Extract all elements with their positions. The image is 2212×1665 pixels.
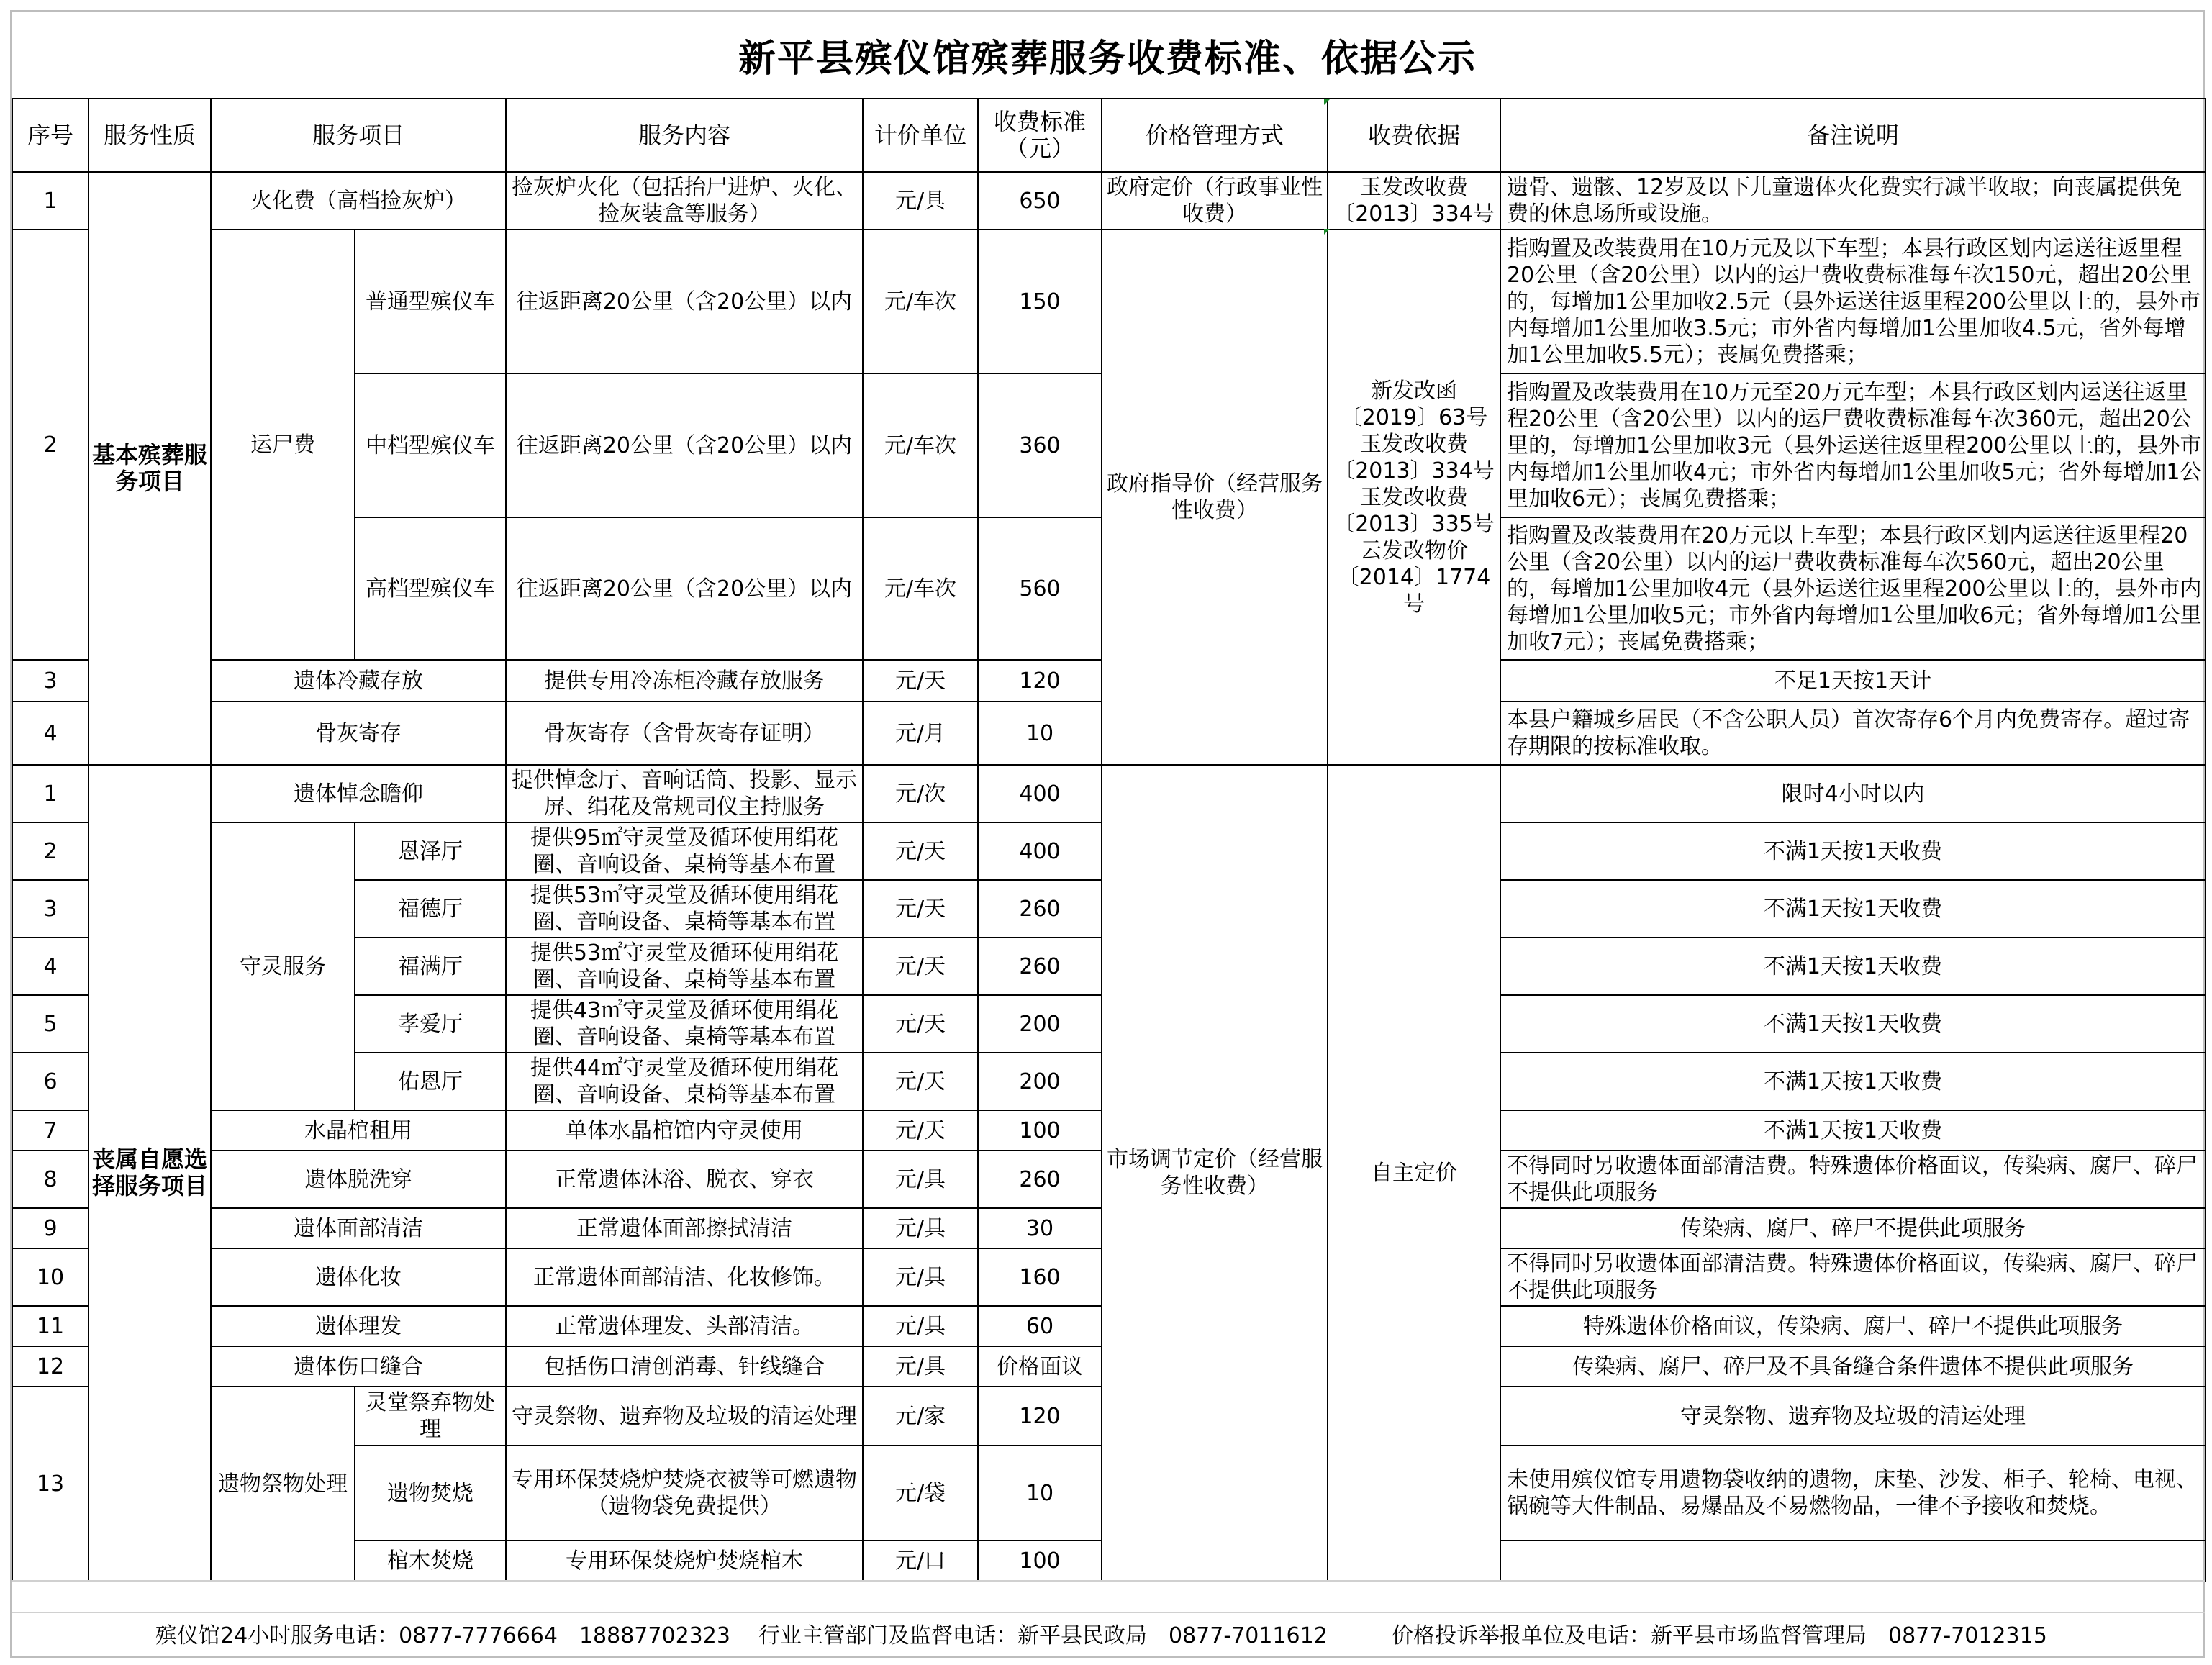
remark: 不满1天按1天收费 — [1500, 1053, 2206, 1110]
remark: 不得同时另收遗体面部清洁费。特殊遗体价格面议，传染病、腐尸、碎尸不提供此项服务 — [1500, 1248, 2206, 1306]
price-unit: 元/天 — [863, 995, 978, 1053]
remark: 传染病、腐尸、碎尸不提供此项服务 — [1500, 1208, 2206, 1248]
price-unit: 元/天 — [863, 1053, 978, 1110]
service-content: 往返距离20公里（含20公里）以内 — [506, 517, 863, 660]
remark — [1500, 1541, 2206, 1581]
service-content: 提供53㎡守灵堂及循环使用绢花圈、音响设备、桌椅等基本布置 — [506, 880, 863, 938]
service-item: 遗体面部清洁 — [211, 1208, 506, 1248]
header-item: 服务项目 — [211, 99, 506, 172]
service-content: 骨灰寄存（含骨灰寄存证明） — [506, 702, 863, 765]
row-no: 8 — [12, 1151, 89, 1208]
price-value: 560 — [978, 517, 1102, 660]
header-basis: 收费依据 — [1328, 99, 1500, 172]
price-value: 60 — [978, 1306, 1102, 1346]
row-no: 11 — [12, 1306, 89, 1346]
service-content: 正常遗体面部清洁、化妆修饰。 — [506, 1248, 863, 1306]
service-content: 提供53㎡守灵堂及循环使用绢花圈、音响设备、桌椅等基本布置 — [506, 938, 863, 995]
row-no: 9 — [12, 1208, 89, 1248]
remark: 不足1天按1天计 — [1500, 660, 2206, 702]
service-content: 正常遗体面部擦拭清洁 — [506, 1208, 863, 1248]
price-value: 400 — [978, 822, 1102, 880]
price-value: 100 — [978, 1541, 1102, 1581]
row-no: 7 — [12, 1110, 89, 1151]
cell-marker-icon — [1324, 229, 1330, 235]
remark: 限时4小时以内 — [1500, 765, 2206, 822]
remark: 本县户籍城乡居民（不含公职人员）首次寄存6个月内免费寄存。超过寄存期限的按标准收取。 — [1500, 702, 2206, 765]
header-unit: 计价单位 — [863, 99, 978, 172]
price-unit: 元/天 — [863, 1110, 978, 1151]
price-value: 200 — [978, 995, 1102, 1053]
service-subitem: 佑恩厅 — [355, 1053, 506, 1110]
service-item: 遗体化妆 — [211, 1248, 506, 1306]
row-no: 4 — [12, 702, 89, 765]
price-mgmt: 市场调节定价（经营服务性收费） — [1102, 765, 1328, 1581]
price-unit: 元/口 — [863, 1541, 978, 1581]
service-nature-optional: 丧属自愿选择服务项目 — [89, 765, 211, 1581]
service-subitem: 棺木焚烧 — [355, 1541, 506, 1581]
price-value: 260 — [978, 1151, 1102, 1208]
price-value: 400 — [978, 765, 1102, 822]
table-row — [12, 230, 2206, 373]
service-item: 遗体理发 — [211, 1306, 506, 1346]
price-value: 150 — [978, 230, 1102, 373]
service-item: 守灵服务 — [211, 822, 355, 1110]
table-row — [12, 172, 2206, 230]
price-unit: 元/天 — [863, 660, 978, 702]
price-mgmt: 政府指导价（经营服务性收费） — [1102, 230, 1328, 765]
price-value: 价格面议 — [978, 1346, 1102, 1387]
service-content: 提供44㎡守灵堂及循环使用绢花圈、音响设备、桌椅等基本布置 — [506, 1053, 863, 1110]
row-no: 4 — [12, 938, 89, 995]
remark: 不满1天按1天收费 — [1500, 822, 2206, 880]
service-subitem: 中档型殡仪车 — [355, 373, 506, 517]
service-nature-basic: 基本殡葬服务项目 — [89, 172, 211, 765]
row-no: 2 — [12, 822, 89, 880]
remark: 不满1天按1天收费 — [1500, 938, 2206, 995]
service-content: 往返距离20公里（含20公里）以内 — [506, 230, 863, 373]
service-item: 水晶棺租用 — [211, 1110, 506, 1151]
price-unit: 元/具 — [863, 1151, 978, 1208]
service-content: 正常遗体沐浴、脱衣、穿衣 — [506, 1151, 863, 1208]
service-subitem: 孝爱厅 — [355, 995, 506, 1053]
remark: 不得同时另收遗体面部清洁费。特殊遗体价格面议，传染病、腐尸、碎尸不提供此项服务 — [1500, 1151, 2206, 1208]
price-unit: 元/车次 — [863, 230, 978, 373]
remark: 未使用殡仪馆专用遗物袋收纳的遗物，床垫、沙发、柜子、轮椅、电视、锅碗等大件制品、易爆品及不易燃物品，一律不予接收和焚烧。 — [1500, 1446, 2206, 1541]
service-item: 骨灰寄存 — [211, 702, 506, 765]
price-value: 650 — [978, 172, 1102, 230]
price-unit: 元/天 — [863, 880, 978, 938]
fee-basis: 自主定价 — [1328, 765, 1500, 1581]
price-unit: 元/具 — [863, 1346, 978, 1387]
row-no: 3 — [12, 660, 89, 702]
service-subitem: 福满厅 — [355, 938, 506, 995]
price-unit: 元/具 — [863, 1208, 978, 1248]
price-unit: 元/具 — [863, 1306, 978, 1346]
price-value: 160 — [978, 1248, 1102, 1306]
service-content: 捡灰炉火化（包括抬尸进炉、火化、捡灰装盒等服务） — [506, 172, 863, 230]
price-value: 120 — [978, 660, 1102, 702]
price-value: 120 — [978, 1387, 1102, 1446]
price-unit: 元/天 — [863, 938, 978, 995]
price-unit: 元/袋 — [863, 1446, 978, 1541]
row-no: 10 — [12, 1248, 89, 1306]
remark: 指购置及改装费用在10万元至20万元车型；本县行政区划内运送往返里程20公里（含20公里）以内的运尸费收费标准每车次360元，超出20公里的，每增加1公里加收3元（县外运送往返里程200公里以上的，县外市内每增加1公里加收4元；市外省内每增加1公里加收5元；省外每增加1公里加收6元）；丧属免费搭乘； — [1500, 373, 2206, 517]
header-price: 收费标准（元） — [978, 99, 1102, 172]
service-subitem: 灵堂祭弃物处理 — [355, 1387, 506, 1446]
header-row — [12, 99, 2206, 172]
service-item: 火化费（高档捡灰炉） — [211, 172, 506, 230]
price-unit: 元/天 — [863, 822, 978, 880]
service-item: 遗物祭物处理 — [211, 1387, 355, 1581]
service-content: 守灵祭物、遗弃物及垃圾的清运处理 — [506, 1387, 863, 1446]
service-content: 提供悼念厅、音响话筒、投影、显示屏、绢花及常规司仪主持服务 — [506, 765, 863, 822]
service-item: 遗体脱洗穿 — [211, 1151, 506, 1208]
price-value: 200 — [978, 1053, 1102, 1110]
row-no: 3 — [12, 880, 89, 938]
fee-table — [12, 98, 2206, 1582]
service-content: 提供43㎡守灵堂及循环使用绢花圈、音响设备、桌椅等基本布置 — [506, 995, 863, 1053]
table-row — [12, 765, 2206, 822]
row-no: 2 — [12, 230, 89, 660]
price-value: 30 — [978, 1208, 1102, 1248]
footer-band — [12, 1580, 2205, 1613]
price-value: 10 — [978, 702, 1102, 765]
price-unit: 元/具 — [863, 172, 978, 230]
row-no: 12 — [12, 1346, 89, 1387]
row-no: 1 — [12, 765, 89, 822]
fee-basis: 新发改函〔2019〕63号玉发改收费〔2013〕334号玉发改收费〔2013〕335号云发改物价〔2014〕1774号 — [1328, 230, 1500, 765]
remark: 传染病、腐尸、碎尸及不具备缝合条件遗体不提供此项服务 — [1500, 1346, 2206, 1387]
service-item: 遗体伤口缝合 — [211, 1346, 506, 1387]
service-subitem: 福德厅 — [355, 880, 506, 938]
page-title: 新平县殡仪馆殡葬服务收费标准、依据公示 — [738, 37, 1477, 81]
price-value: 260 — [978, 880, 1102, 938]
fee-basis: 玉发改收费〔2013〕334号 — [1328, 172, 1500, 230]
header-content: 服务内容 — [506, 99, 863, 172]
price-value: 360 — [978, 373, 1102, 517]
service-content: 提供专用冷冻柜冷藏存放服务 — [506, 660, 863, 702]
footer — [12, 1615, 2205, 1651]
price-mgmt: 政府定价（行政事业性收费） — [1102, 172, 1328, 230]
service-item: 遗体悼念瞻仰 — [211, 765, 506, 822]
remark: 指购置及改装费用在20万元以上车型；本县行政区划内运送往返里程20公里（含20公里）以内的运尸费收费标准每车次560元，超出20公里的，每增加1公里加收4元（县外运送往返里程200公里以上的，县外市内每增加1公里加收5元；市外省内每增加1公里加收6元；省外每增加1公里加收7元）；丧属免费搭乘； — [1500, 517, 2206, 660]
header-mgmt: 价格管理方式 — [1102, 99, 1328, 172]
footer-service-phone: 殡仪馆24小时服务电话：0877-7776664 18887702323 — [155, 1623, 730, 1648]
service-content: 专用环保焚烧炉焚烧棺木 — [506, 1541, 863, 1581]
price-unit: 元/次 — [863, 765, 978, 822]
remark: 指购置及改装费用在10万元及以下车型；本县行政区划内运送往返里程20公里（含20公里）以内的运尸费收费标准每车次150元，超出20公里的，每增加1公里加收2.5元（县外运送往返里程200公里以上的，县外市内每增加1公里加收3.5元；市外省内每增加1公里加收4.5元，省外每增加1公里加收5.5元）；丧属免费搭乘； — [1500, 230, 2206, 373]
header-no: 序号 — [12, 99, 89, 172]
remark: 不满1天按1天收费 — [1500, 995, 2206, 1053]
remark: 特殊遗体价格面议，传染病、腐尸、碎尸不提供此项服务 — [1500, 1306, 2206, 1346]
price-unit: 元/家 — [863, 1387, 978, 1446]
service-content: 包括伤口清创消毒、针线缝合 — [506, 1346, 863, 1387]
service-content: 单体水晶棺馆内守灵使用 — [506, 1110, 863, 1151]
service-subitem: 普通型殡仪车 — [355, 230, 506, 373]
footer-complaint-phone: 价格投诉举报单位及电话：新平县市场监督管理局 0877-7012315 — [1392, 1623, 2047, 1648]
cell-marker-icon — [1324, 99, 1330, 105]
price-unit: 元/具 — [863, 1248, 978, 1306]
service-content: 提供95㎡守灵堂及循环使用绢花圈、音响设备、桌椅等基本布置 — [506, 822, 863, 880]
price-unit: 元/月 — [863, 702, 978, 765]
service-subitem: 高档型殡仪车 — [355, 517, 506, 660]
remark: 遗骨、遗骸、12岁及以下儿童遗体火化费实行减半收取；向丧属提供免费的休息场所或设施。 — [1500, 172, 2206, 230]
service-item: 运尸费 — [211, 230, 355, 660]
row-no: 13 — [12, 1387, 89, 1581]
price-value: 260 — [978, 938, 1102, 995]
remark: 不满1天按1天收费 — [1500, 1110, 2206, 1151]
price-value: 100 — [978, 1110, 1102, 1151]
price-unit: 元/车次 — [863, 373, 978, 517]
row-no: 6 — [12, 1053, 89, 1110]
remark: 不满1天按1天收费 — [1500, 880, 2206, 938]
service-item: 遗体冷藏存放 — [211, 660, 506, 702]
price-unit: 元/车次 — [863, 517, 978, 660]
price-value: 10 — [978, 1446, 1102, 1541]
service-content: 往返距离20公里（含20公里）以内 — [506, 373, 863, 517]
header-note: 备注说明 — [1500, 99, 2206, 172]
service-content: 正常遗体理发、头部清洁。 — [506, 1306, 863, 1346]
row-no: 1 — [12, 172, 89, 230]
header-nature: 服务性质 — [89, 99, 211, 172]
row-no: 5 — [12, 995, 89, 1053]
service-subitem: 恩泽厅 — [355, 822, 506, 880]
service-content: 专用环保焚烧炉焚烧衣被等可燃遗物（遗物袋免费提供） — [506, 1446, 863, 1541]
remark: 守灵祭物、遗弃物及垃圾的清运处理 — [1500, 1387, 2206, 1446]
service-subitem: 遗物焚烧 — [355, 1446, 506, 1541]
footer-supervisor-phone: 行业主管部门及监督电话：新平县民政局 0877-7011612 — [758, 1623, 1328, 1648]
